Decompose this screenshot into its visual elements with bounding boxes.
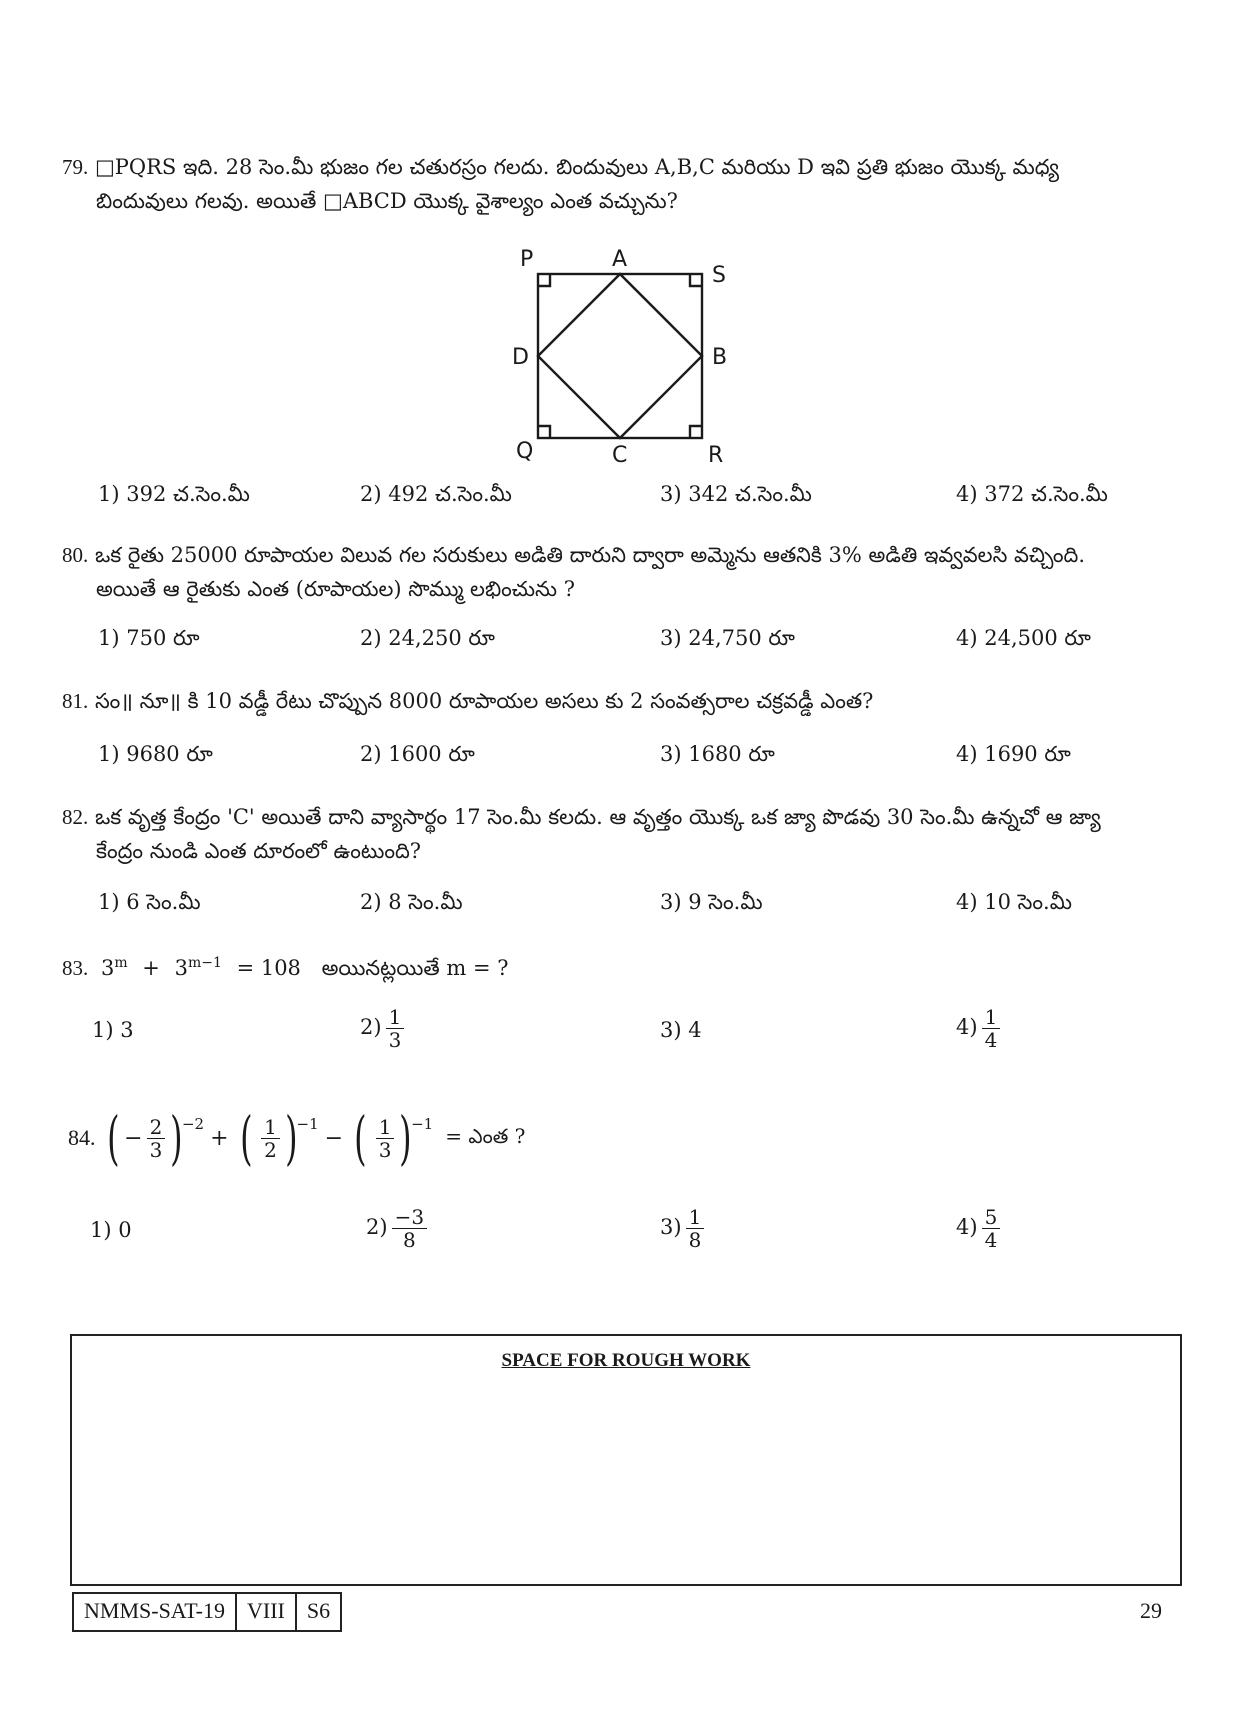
option[interactable]: 3) 342 చ.సెం.మీ [660,482,812,506]
option[interactable]: 4) 1690 రూ [956,742,1071,766]
exam-code: NMMS-SAT-19 [84,1598,226,1623]
right-angle-mark [690,426,702,438]
label-p: P [520,247,534,272]
options-80 [98,626,1118,666]
question-82 [62,800,1172,868]
option[interactable]: 2) 492 చ.సెం.మీ [360,482,512,506]
label-b: B [712,345,728,370]
right-angle-mark [538,426,550,438]
option[interactable]: 2) $\frac{-3}{8}$ [366,1206,427,1251]
label-r: R [708,443,724,468]
right-angle-mark [690,274,702,286]
exponent: m [114,955,128,971]
page-number: 29 [1140,1598,1162,1623]
options-81 [98,742,1118,782]
equation-term: 3$^m$ [100,955,128,980]
question-80 [62,538,1172,606]
square-pqrs [538,274,702,438]
label-q: Q [516,439,534,464]
equation-term: $3^{m-1}$ [174,955,222,980]
options-82 [98,890,1118,930]
question-number: 80. [62,543,89,567]
option[interactable]: 1) 3 [92,1018,134,1042]
question-text: సం॥ నూ॥ కి 10 వడ్డీ రేటు చొప్పున 8000 రూపాయల అసలు కు 2 సంవత్సరాల చక్రవడ్డీ ఎంత? [94,689,874,713]
option[interactable]: 2) 24,250 రూ [360,626,495,650]
exam-class: VIII [235,1594,295,1630]
label-s: S [712,263,726,288]
option[interactable]: 3) 24,750 రూ [660,626,795,650]
option[interactable]: 2) $\frac{1}{3}$ [360,1006,404,1051]
option[interactable]: 1) 6 సెం.మీ [98,890,201,914]
fraction-term: ( $\frac{1}{3}$ ) −1 [354,1104,434,1172]
options-83 [92,1004,1118,1064]
label-c: C [612,443,628,468]
question-text: బిందువులు గలవు. అయితే □ABCD యొక్క వైశాల్యం ఎంత వచ్చును? [96,189,678,213]
option[interactable]: 1) 392 చ.సెం.మీ [98,482,250,506]
option[interactable]: 1) 9680 రూ [98,742,213,766]
minus-sign: − [324,1125,344,1151]
question-text: = ఎంత ? [445,1123,526,1148]
option[interactable]: 1) 0 [90,1218,132,1242]
question-number: 83. [62,956,89,980]
option[interactable]: 1) 750 రూ [98,626,200,650]
option[interactable]: 4) 10 సెం.మీ [956,890,1072,914]
option[interactable]: 3) 1680 రూ [660,742,775,766]
fraction-term: ( − $\frac{2}{3}$ ) −2 [106,1104,205,1172]
question-text: ఒక రైతు 25000 రూపాయల విలువ గల సరుకులు అడితి దారుని ద్వారా అమ్మెను ఆతనికి 3% అడితి ఇవ్వవలసి వచ్చింది. [94,543,1086,567]
question-79 [62,150,1172,218]
question-81 [62,684,1172,718]
plus-sign: + [142,956,160,980]
rough-work-box[interactable] [70,1334,1182,1586]
question-84 [68,1098,525,1178]
square-abcd [538,274,702,438]
right-angle-mark [538,274,550,286]
option[interactable]: 2) 1600 రూ [360,742,475,766]
plus-sign: + [210,1125,229,1151]
option[interactable]: 4) $\frac{1}{4}$ [956,1006,1000,1051]
fraction-term: ( $\frac{1}{2}$ ) −1 [239,1104,319,1172]
question-text: అయితే ఆ రైతుకు ఎంత (రూపాయల) సొమ్ము లభించును ? [96,577,575,601]
exam-set: S6 [295,1594,340,1630]
option[interactable]: 2) 8 సెం.మీ [360,890,463,914]
exam-code-box [72,1592,342,1632]
option[interactable]: 3) 9 సెం.మీ [660,890,763,914]
question-text: ఒక వృత్త కేంద్రం 'C' అయితే దాని వ్యాసార్థం 17 సెం.మీ కలదు. ఆ వృత్తం యొక్క ఒక జ్యా పొడవు 30 సెం.మీ ఉన్నచో ఆ జ్యా [94,805,1101,829]
square-diagram [500,240,740,470]
question-text: అయినట్లయితే m = ? [321,956,509,980]
question-number: 84. [68,1125,96,1150]
option[interactable]: 4) $\frac{5}{4}$ [956,1206,1000,1251]
question-83 [62,946,1172,985]
options-84 [90,1204,1118,1264]
rough-work-title: SPACE FOR ROUGH WORK [501,1350,751,1371]
question-text: □PQRS ఇది. 28 సెం.మీ భుజం గల చతురస్రం గలదు. బిందువులు A,B,C మరియు D ఇవి ప్రతి భుజం యొక్క మధ్య [94,155,1060,179]
exponent: m−1 [187,955,222,971]
question-number: 79. [62,155,89,179]
option[interactable]: 3) 4 [660,1018,702,1042]
label-d: D [512,345,529,370]
option[interactable]: 4) 24,500 రూ [956,626,1091,650]
options-79 [98,482,1118,522]
question-number: 82. [62,805,89,829]
label-a: A [612,247,628,272]
question-text: కేంద్రం నుండి ఎంత దూరంలో ఉంటుంది? [96,839,422,863]
question-number: 81. [62,689,89,713]
option[interactable]: 3) $\frac{1}{8}$ [660,1206,704,1251]
option[interactable]: 4) 372 చ.సెం.మీ [956,482,1108,506]
equation-rhs: = 108 [236,956,301,980]
